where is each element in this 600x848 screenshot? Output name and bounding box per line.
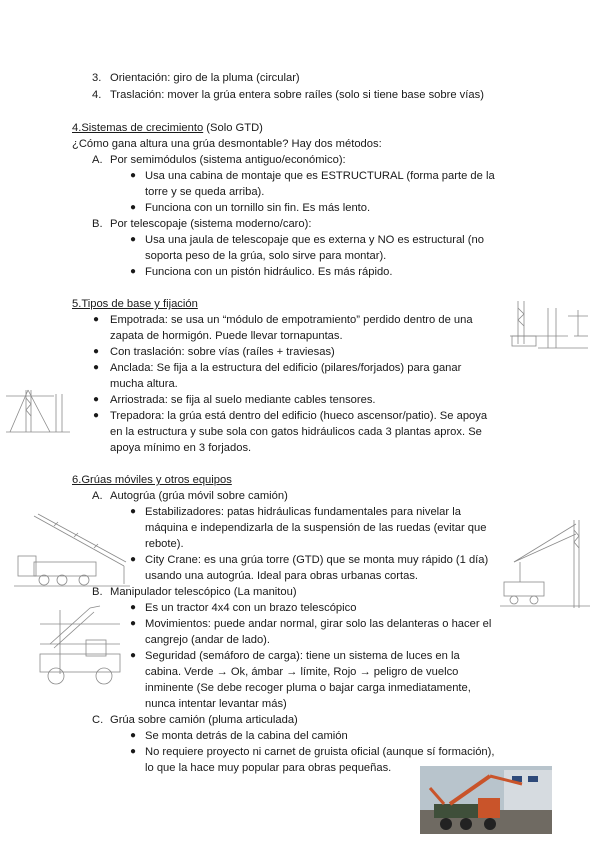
list-item: Empotrada: se usa un “módulo de empotramiento” perdido dentro de una [110, 314, 473, 326]
bullet-icon: ● [93, 394, 100, 405]
bullet-icon: ● [130, 554, 137, 565]
section-title: 4.Sistemas de crecimiento [72, 122, 204, 134]
list-item: Orientación: giro de la pluma (circular) [110, 72, 300, 84]
list-item-continuation: nunca intentar levantar más) [145, 698, 287, 710]
list-item: Arriostrada: se fija al suelo mediante cables tensores. [110, 394, 376, 406]
list-letter: A. [92, 490, 103, 502]
section-title: 5.Tipos de base y fijación [72, 298, 198, 310]
bullet-icon: ● [130, 618, 137, 629]
list-item: Por telescopaje (sistema moderno/caro): [110, 218, 312, 230]
bullet-icon: ● [130, 506, 137, 517]
list-item: Usa una jaula de telescopaje que es externa y NO es estructural (no [145, 234, 484, 246]
list-item-continuation: cabina. Verde → Ok, ámbar → límite, Rojo → peligro de vuelco [145, 666, 459, 678]
list-item: Anclada: Se fija a la estructura del edificio (pilares/forjados) para ganar [110, 362, 462, 374]
bullet-icon: ● [93, 346, 100, 357]
bullet-icon: ● [130, 602, 137, 613]
list-item: Manipulador telescópico (La manitou) [110, 586, 297, 598]
list-item: Estabilizadores: patas hidráulicas fundamentales para nivelar la [145, 506, 461, 518]
list-item: Movimientos: puede andar normal, girar solo las delanteras o hacer el [145, 618, 492, 630]
list-item-continuation: zapata de hormigón. Puede llevar tornapuntas. [110, 330, 343, 342]
bullet-icon: ● [130, 650, 137, 661]
list-item-continuation: mucha altura. [110, 378, 178, 390]
list-item: City Crane: es una grúa torre (GTD) que se monta muy rápido (1 día) [145, 554, 489, 566]
bullet-icon: ● [130, 202, 137, 213]
list-item: Por semimódulos (sistema antiguo/económico): [110, 154, 346, 166]
list-number: 3. [92, 72, 102, 84]
list-item: Grúa sobre camión (pluma articulada) [110, 714, 298, 726]
bullet-icon: ● [130, 266, 137, 277]
list-letter: B. [92, 586, 103, 598]
list-item-continuation: usando una autogrúa. Ideal para obras urbanas cortas. [145, 570, 419, 582]
list-item-continuation: lo que la hace muy popular para obras pequeñas. [145, 762, 392, 774]
list-item-continuation: inminente (Se debe recoger pluma o bajar carga inmediatamente, [145, 682, 471, 694]
list-item-continuation: apoya mínimo en 3 forjados. [110, 442, 252, 454]
telehandler-sketch [30, 604, 130, 688]
list-item-continuation: rebote). [145, 538, 184, 550]
list-item: Seguridad (semáforo de carga): tiene un sistema de luces en la [145, 650, 460, 662]
list-letter: B. [92, 218, 103, 230]
list-item-continuation: en la estructura y sube sola con gatos hidráulicos cada 3 plantas aprox. Se [110, 426, 482, 438]
city-crane-sketch [500, 516, 592, 610]
section-title: 6.Grúas móviles y otros equipos [72, 474, 232, 486]
embedded-base-sketch [508, 296, 592, 354]
section-title-suffix: (Solo GTD) [203, 122, 263, 134]
list-item-continuation: torre y se queda arriba). [145, 186, 265, 198]
list-item: Usa una cabina de montaje que es ESTRUCTURAL (forma parte de la [145, 170, 495, 182]
mobile-crane-sketch [14, 506, 130, 590]
bullet-icon: ● [93, 362, 100, 373]
truck-crane-photo [420, 766, 552, 834]
braced-crane-sketch [6, 388, 72, 434]
bullet-icon: ● [93, 314, 100, 325]
list-item-continuation: cangrejo (andar de lado). [145, 634, 271, 646]
list-item: No requiere proyecto ni carnet de gruista oficial (aunque sí formación), [145, 746, 495, 758]
bullet-icon: ● [130, 234, 137, 245]
list-item: Traslación: mover la grúa entera sobre raíles (solo si tiene base sobre vías) [110, 89, 484, 101]
bullet-icon: ● [130, 746, 137, 757]
list-item: Autogrúa (grúa móvil sobre camión) [110, 490, 288, 502]
list-item: Funciona con un tornillo sin fin. Es más lento. [145, 202, 371, 214]
list-item-continuation: soporta peso de la grúa, solo sirve para montar). [145, 250, 387, 262]
bullet-icon: ● [130, 730, 137, 741]
list-letter: C. [92, 714, 104, 726]
list-letter: A. [92, 154, 103, 166]
bullet-icon: ● [93, 410, 100, 421]
list-item: Funciona con un pistón hidráulico. Es más rápido. [145, 266, 393, 278]
list-item: Con traslación: sobre vías (raíles + traviesas) [110, 346, 335, 358]
list-item-continuation: máquina e independizarla de la suspensión de las ruedas (evitar que [145, 522, 487, 534]
section-heading [72, 120, 263, 136]
list-item: Se monta detrás de la cabina del camión [145, 730, 348, 742]
list-item: Trepadora: la grúa está dentro del edificio (hueco ascensor/patio). Se apoya [110, 410, 488, 422]
paragraph: ¿Cómo gana altura una grúa desmontable? Hay dos métodos: [72, 138, 382, 150]
list-number: 4. [92, 89, 102, 101]
list-item: Es un tractor 4x4 con un brazo telescópico [145, 602, 357, 614]
bullet-icon: ● [130, 170, 137, 181]
